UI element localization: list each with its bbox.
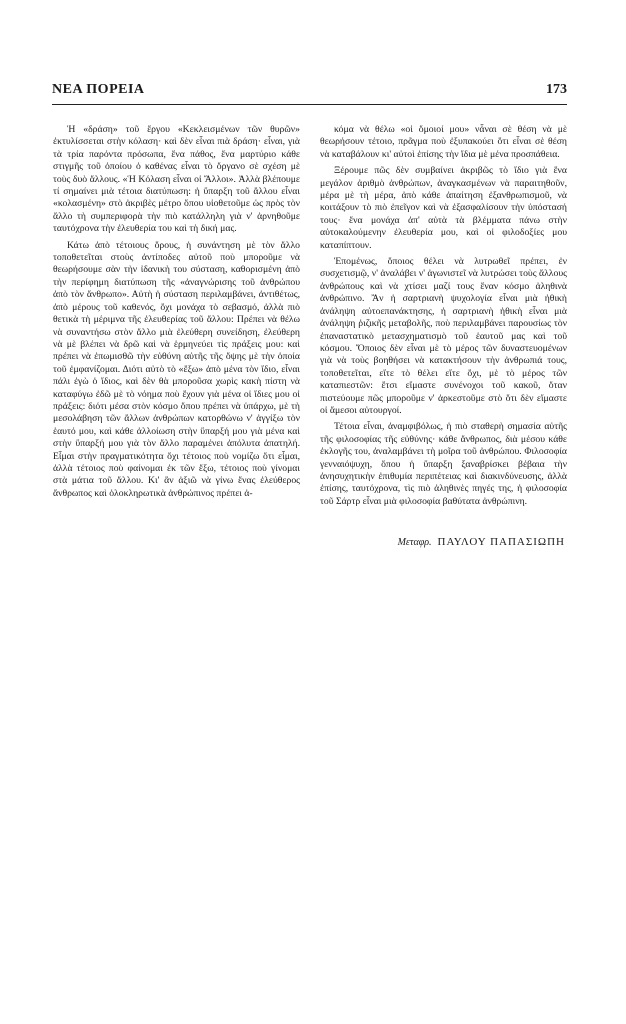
right-column xyxy=(320,124,567,550)
paragraph: κόμα νὰ θέλω «οἱ ὅμοιοί μου» νἆναι σὲ θέση νὰ μὲ θεωρήσουν τέτοιο, πρᾶγμα ποὺ ἐξυπακούει ὅτι εἶναι σὲ θέση νὰ καταβάλουν κι' αὐτοὶ ἐπίσης τὴν ἴδια μὲ μένα προσπάθεια. xyxy=(320,124,567,160)
left-column xyxy=(53,124,300,504)
translator-signature xyxy=(320,536,567,549)
paragraph: Ἑπομένως, ὅποιος θέλει νὰ λυτρωθεῖ πρέπει, ἐν συσχετισμῷ, ν' ἀναλάβει ν' ἀγωνιστεῖ νὰ λυτρώσει τοὺς ἄλλους ἀνθρώπους καὶ νὰ χτίσει μαζί τους ἕναν κόσμο ἀληθινὰ ἀνθρώπινο. Ἂν ἡ σαρτριανὴ ψυχολογία εἶναι μιὰ ἠθικὴ ἀνάληψη αὐτοεπανάκτησης, ἡ σαρτριανὴ ἠθικὴ εἶναι μιὰ ἀνάληψη ῥιζικῆς μεταβολῆς, ποὺ περιλαμβάνει παρουσίως τὸν ἐπαναστατικὸ μετασχηματισμὸ τοῦ ἑαυτοῦ μας καὶ τοῦ κόσμου. Ὅποιος δὲν εἶναι μὲ τὸ μέρος τῶν δυναστευομένων γιὰ νὰ τοὺς βοηθήσει νὰ κατακτήσουν τὴν ἀνθρωπιά τους, τοποθετεῖται, εἴτε τὸ θέλει εἴτε ὄχι, μὲ τὸ μέρος τῶν καταπιεστῶν: ἔτσι εἴμαστε συνένοχοι τοῦ κακοῦ, ὅταν πιστεύουμε πῶς μποροῦμε ν' ἀρκεστοῦμε στὸ ὅτι δὲν εἴμαστε οἱ ἄμεσοι αὐτουργοί. xyxy=(320,256,567,416)
running-header xyxy=(52,82,567,105)
paragraph: Ἡ «δράση» τοῦ ἔργου «Κεκλεισμένων τῶν θυρῶν» ἐκτυλίσσεται στὴν κόλαση· καὶ δὲν εἶναι πιὰ δράση· εἶναι, γιὰ τὰ τρία παρόντα πρόσωπα, ἕνα πάθος, ἕνα μαρτύριο κάθε στιγμῆς τοῦ ὁποίου ὁ καθένας εἶναι τὸ ὄργανο σὲ σχέση μὲ τοὺς δυὸ ἄλλους. «Ἡ Κόλαση εἶναι οἱ Ἄλλοι». Ἀλλὰ βλέπουμε τί σημαίνει μιὰ τέτοια διατύπωση: ἡ ὕπαρξη τοῦ ἄλλου εἶναι «κολασμένη» στὸ ἀκριβὲς μέτρο ὅπου υἱοθετοῦμε ὡς πρὸς τὸν ἄλλο τὴ συμπεριφορὰ τὴν πιὸ κατάλληλη γιὰ ν' ἀρνηθοῦμε ταυτόχρονα τὴν ἐλευθερία του καὶ τὴ δική μας. xyxy=(53,124,300,235)
paragraph: Τέτοια εἶναι, ἀναμφιβόλως, ἡ πιὸ σταθερὴ σημασία αὐτῆς τῆς φιλοσοφίας τῆς εὐθύνης· κάθε ἄνθρωπος, διὰ μέσου κάθε ἐκλογῆς του, ἀναλαμβάνει τὴ μοῖρα τοῦ ἀνθρώπου. Φιλοσοφία γενναιόψυχη, ὅπου ἡ ὕπαρξη ξαναβρίσκει βέβαια τὴν ἀνησυχητικὴν ἐπιθυμία περιπέτειας καὶ διακινδύνευσης, ἀλλὰ ἐπίσης, ταυτόχρονα, τὶς πιὸ ἀληθινὲς πηγές της, ἡ φιλοσοφία τοῦ Σάρτρ εἶναι μιὰ φιλοσοφία βαθύτατα ἀνθρώπινη. xyxy=(320,421,567,507)
translator-prefix: Μεταφρ. xyxy=(397,537,432,549)
journal-title: ΝΕΑ ΠΟΡΕΙΑ xyxy=(52,82,145,97)
paragraph: Ξέρουμε πῶς δὲν συμβαίνει ἀκριβῶς τὸ ἴδιο γιὰ ἕνα μεγάλον ἀριθμὸ ἀνθρώπων, ἀναγκασμένων νὰ παραιτηθοῦν, μέρα μὲ τὴ μέρα, ἀπὸ κάθε ἀπαίτηση ἐξανθρωπισμοῦ, νὰ κοιτάξουν τὸ πιὸ ἐπεῖγον καὶ νὰ ἐξασφαλίσουν τὴν ὑπόστασή τους· ἕνα μονάχα ἀπ' αὐτὰ τὰ βλέμματα πάνω στὴν αὐτοκαλούμενην ἐλευθερία μου, καὶ οἱ φιλοδοξίες μου καταπίπτουν. xyxy=(320,165,567,251)
paragraph: Κάτω ἀπὸ τέτοιους ὅρους, ἡ συνάντηση μὲ τὸν ἄλλο τοποθετεῖται στοὺς ἀντίποδες αὐτοῦ ποὺ μποροῦμε νὰ θεωρήσουμε σὰν τὴν ἰδανικὴ του σύσταση, καθορισμένη ἀπὸ τὴν περίφημη διατύπωση τῆς «ἀναγνώρισης τοῦ ἀνθρώπου ἀπὸ τὸν ἄνθρωπο». Αὐτὴ ἡ σύσταση περιλαμβάνει, ἀντιθέτως, ἀπὸ μέρους τοῦ καθενός, ὄχι μονάχα τὸ σεβασμό, ἀλλὰ πιὸ θετικὰ τὴ μέριμνα τῆς ἐλευθερίας τοῦ ἄλλου: Πρέπει νὰ θέλω νὰ συναντήσω στὸν ἄλλο μιὰ ἐλεύθερη συνείδηση, ἐλεύθερη νὰ μὲ βλέπει νὰ δρῶ καὶ νὰ ἑρμηνεύει τὶς πράξεις μου: καὶ πρέπει νὰ ἐπωμισθῶ τὴν εὐθύνη αὐτῆς τῆς ὄψης μὲ τὴν ὁποία τοῦ ἐμφανίζομαι. Διότι αὐτὸ τὸ «ἔξω» ἀπὸ μένα τὸν ἴδιο, εἶναι πάλι ἐγὼ ὁ ἴδιος, καὶ δὲν θὰ μποροῦσα χωρὶς κακὴ πίστη νὰ καταφύγω ἐδῶ μὲ τὸ νόημα ποὺ ἔχουν γιὰ μένα οἱ ἴδιες μου οἱ πράξεις: διότι μέσα στὸν κόσμο ὅπου πρέπει νὰ ὑπάρχω, μὲ τὴ μεσολάβηση τῶν ἄλλων ἀνθρώπων κατορθώνω ν' ἀγγίξω τὸν ἑαυτό μου, καὶ κάθε ἀλλοίωση στὴν ὕπαρξή μου γιὰ μένα καὶ στὴν ὕπαρξή μου γιὰ τὸν ἄλλο παραμένει ἀπόλυτα ἀπατηλή. Εἶμαι στὴν πραγματικότητα ὄχι τέτοιος ποὺ νομίζω ὅτι εἶμαι, ἀλλὰ τέτοιος ποὺ φαίνομαι ἐκ τῶν ἔξω, τέτοιος ποὺ γίνομαι στὰ μάτια τοῦ ἄλλου. Κι' ἂν ἀξιῶ νὰ γίνω ἕνας ἐλεύθερος ἄνθρωπος καὶ ὁλοκληρωτικὰ ἀνθρώπινος πρέπει ἀ- xyxy=(53,239,300,499)
translator-name: ΠΑΥΛΟΥ ΠΑΠΑΣΙΩΠΗ xyxy=(437,536,565,549)
page-number: 173 xyxy=(546,82,567,97)
